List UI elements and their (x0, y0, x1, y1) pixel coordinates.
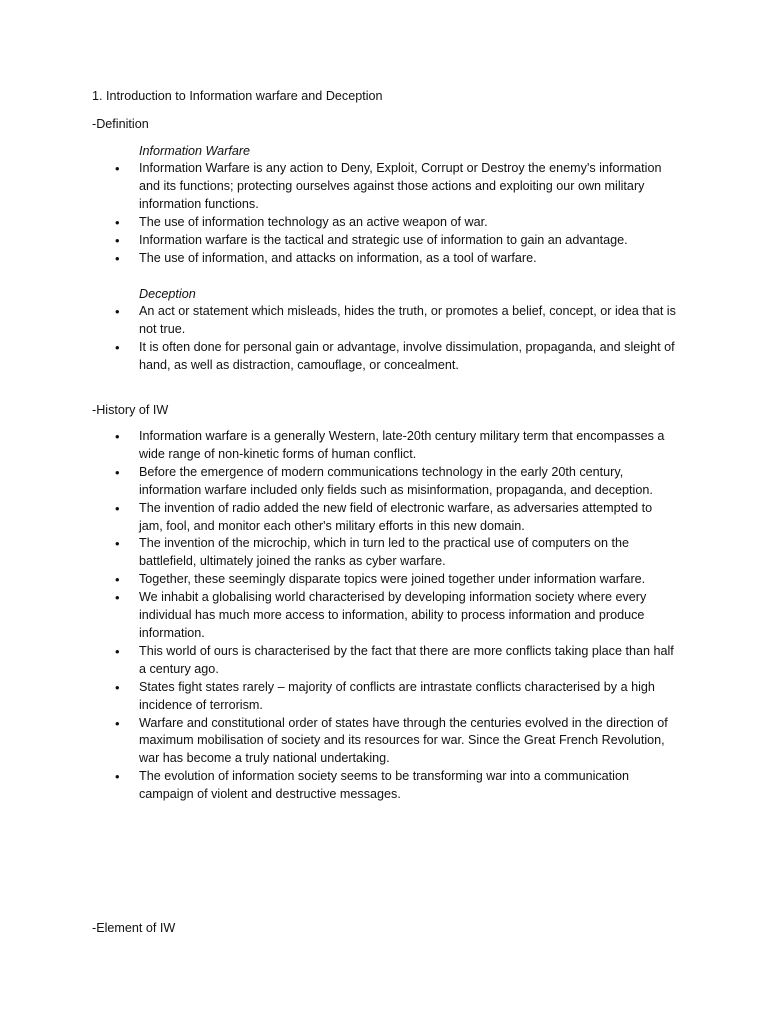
list-item: • The invention of the microchip, which in turn led to the practical use of computers on the battlefield, ultimately joined the ranks as cyber warfare. (0, 535, 679, 571)
list-item: • The invention of radio added the new field of electronic warfare, as adversaries attempted to jam, fool, and monitor each other's military efforts in this new domain. (0, 500, 679, 536)
history-heading: -History of IW (92, 403, 169, 417)
list-item: • It is often done for personal gain or advantage, involve dissimulation, propaganda, and sleight of hand, as well as distraction, camouflage, or concealment. (0, 339, 679, 375)
list-item: • We inhabit a globalising world characterised by developing information society where every individual has much more access to information, ability to process information and produce information. (0, 589, 679, 643)
list-item: • Warfare and constitutional order of states have through the centuries evolved in the direction of maximum mobilisation of society and its resources for war. Since the Great French Revolution, war has become a truly national undertaking. (0, 715, 679, 769)
definition-heading: -Definition (92, 117, 149, 131)
list-item: • Information Warfare is any action to Deny, Exploit, Corrupt or Destroy the enemy's information and its functions; protecting ourselves against those actions and exploiting our own military information functions. (0, 160, 679, 214)
information-warfare-list (0, 160, 768, 267)
information-warfare-heading: Information Warfare (139, 144, 251, 158)
list-item: • The use of information, and attacks on information, as a tool of warfare. (0, 250, 679, 268)
list-item: • Together, these seemingly disparate topics were joined together under information warfare. (0, 571, 679, 589)
list-item: • The use of information technology as an active weapon of war. (0, 214, 679, 232)
history-list (0, 428, 768, 804)
list-item: • Information warfare is a generally Western, late-20th century military term that encompasses a wide range of non-kinetic forms of human conflict. (0, 428, 679, 464)
deception-heading: Deception (139, 287, 196, 301)
page-title: 1. Introduction to Information warfare and Deception (92, 89, 383, 103)
list-item: • An act or statement which misleads, hides the truth, or promotes a belief, concept, or idea that is not true. (0, 303, 679, 339)
list-item: • This world of ours is characterised by the fact that there are more conflicts taking place than half a century ago. (0, 643, 679, 679)
list-item: • Information warfare is the tactical and strategic use of information to gain an advantage. (0, 232, 679, 250)
list-item: • Before the emergence of modern communications technology in the early 20th century, information warfare included only fields such as misinformation, propaganda, and deception. (0, 464, 679, 500)
list-item: • States fight states rarely – majority of conflicts are intrastate conflicts characterised by a high incidence of terrorism. (0, 679, 679, 715)
element-heading: -Element of IW (92, 921, 176, 935)
list-item: • The evolution of information society seems to be transforming war into a communication campaign of violent and destructive messages. (0, 768, 679, 804)
deception-list (0, 303, 768, 375)
